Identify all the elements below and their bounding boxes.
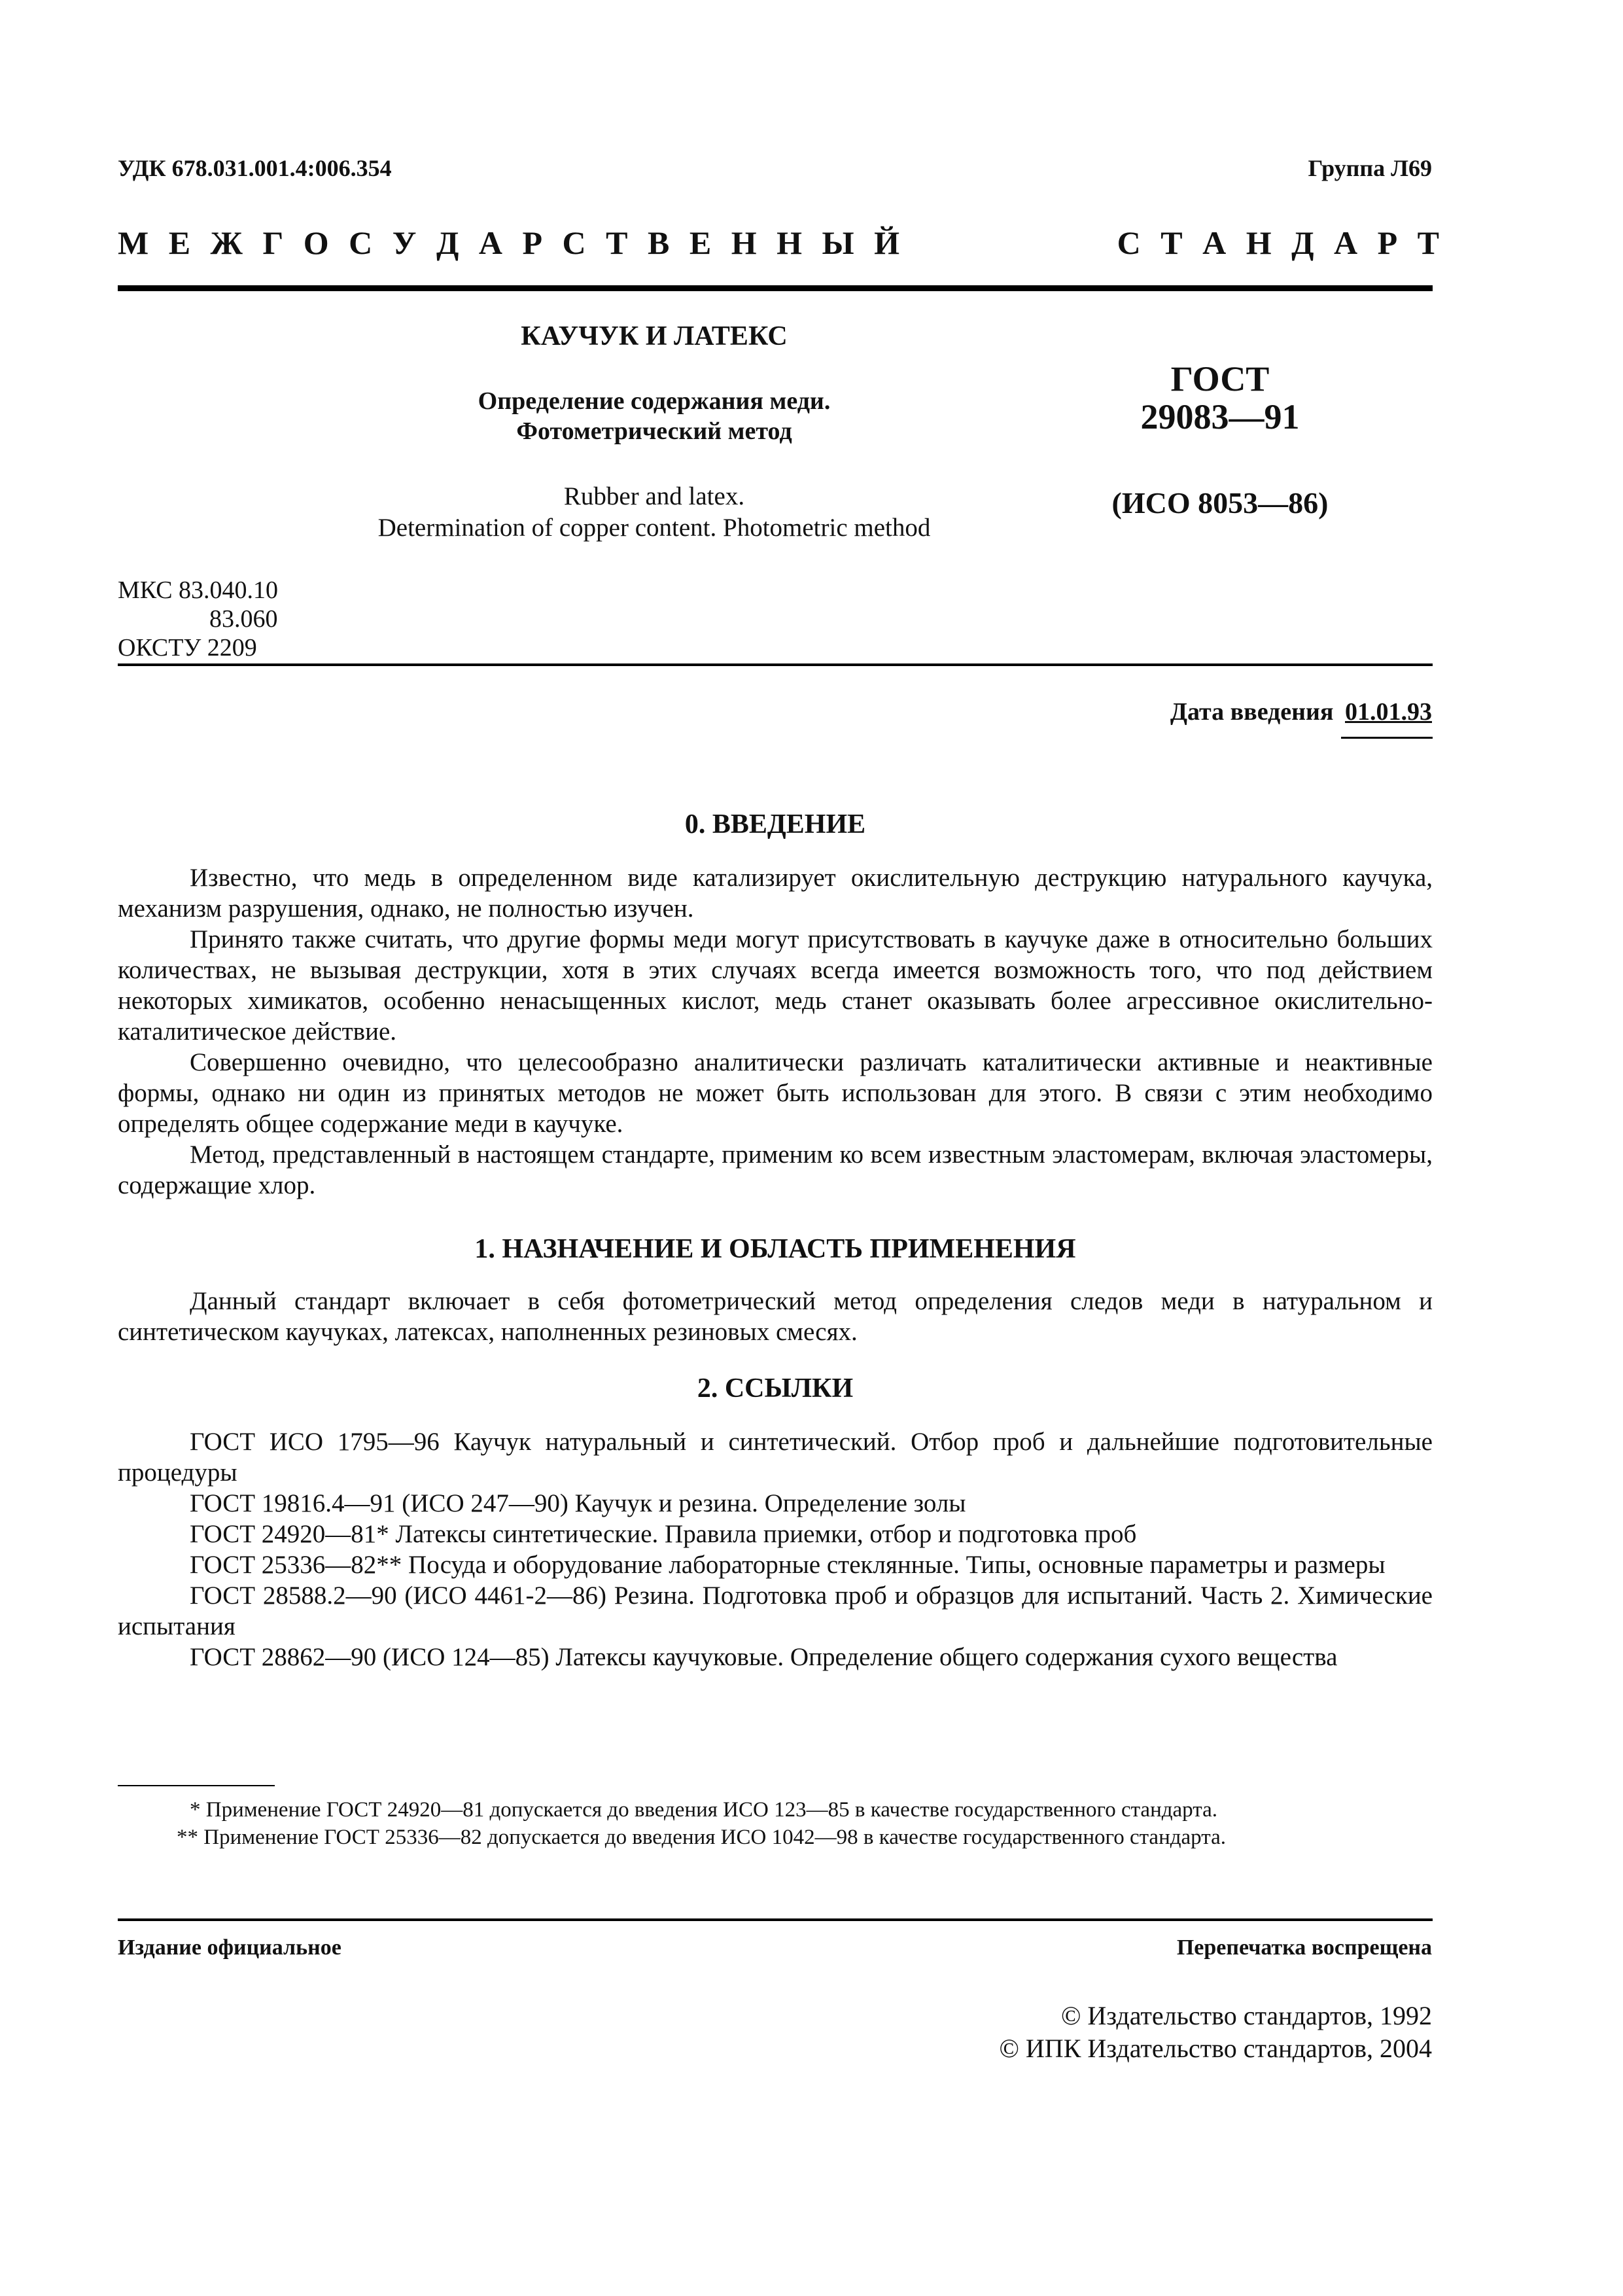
heading-scope: 1. НАЗНАЧЕНИЕ И ОБЛАСТЬ ПРИМЕНЕНИЯ bbox=[474, 1234, 1076, 1264]
mks-line-2: 83.060 bbox=[209, 605, 278, 633]
copyright-line-2: © ИПК Издательство стандартов, 2004 bbox=[999, 2034, 1432, 2063]
heading-introduction: 0. ВВЕДЕНИЕ bbox=[684, 809, 866, 839]
doc-subtitle bbox=[262, 386, 1047, 446]
date-label: Дата введения bbox=[1170, 698, 1334, 726]
classification bbox=[118, 576, 278, 662]
reference-item: ГОСТ 28862—90 (ИСО 124—85) Латексы каучуковые. Определение общего содержания сухого вещества bbox=[190, 1643, 1338, 1671]
gost-label: ГОСТ bbox=[1170, 359, 1270, 398]
reference-item: ГОСТ 28588.2—90 (ИСО 4461-2—86) Резина. Подготовка проб и образцов для испытаний. Часть 2. Химические испытания bbox=[118, 1581, 1433, 1640]
english-title bbox=[196, 481, 1112, 544]
reference-item: ГОСТ 24920—81* Латексы синтетические. Правила приемки, отбор и подготовка проб bbox=[190, 1520, 1137, 1548]
doc-title: КАУЧУК И ЛАТЕКС bbox=[521, 321, 788, 351]
subtitle-line-2: Фотометрический метод bbox=[516, 417, 792, 445]
intro-paragraph-1: Известно, что медь в определенном виде катализирует окислительную деструкцию натурального каучука, механизм разрушения, однако, не полностью изучен. bbox=[118, 864, 1433, 923]
footer-rule bbox=[118, 1918, 1433, 1921]
gost-number: 29083—91 bbox=[1140, 397, 1300, 436]
references-list bbox=[118, 1426, 1433, 1672]
copyright-line-1: © Издательство стандартов, 1992 bbox=[1060, 2001, 1432, 2030]
intro-paragraph-3: Совершенно очевидно, что целесообразно аналитически различать каталитически активные и неактивные формы, однако ни один из принятых методов не может быть использован для этого. В связи с этим необходимо определять общее содержание меди в каучуке. bbox=[118, 1048, 1433, 1138]
classification-rule bbox=[118, 663, 1433, 666]
mks-line-1: МКС 83.040.10 bbox=[118, 576, 279, 604]
date-underline-rule bbox=[1341, 737, 1433, 739]
intro-paragraph-2: Принято также считать, что другие формы меди могут присутствовать в каучуке даже в относительно больших количествах, не вызывая деструкции, хотя в этих случаях всегда имеется возможность того, что под действием некоторых химикатов, особенно ненасыщенных кислот, медь станет оказывать более агрессивное окислительно-каталитическое действие. bbox=[118, 925, 1433, 1046]
banner-standard: С Т А Н Д А Р Т bbox=[1117, 224, 1439, 261]
group-code: Группа Л69 bbox=[1308, 155, 1432, 181]
footnote-separator bbox=[118, 1785, 275, 1786]
english-line-2: Determination of copper content. Photometric method bbox=[377, 514, 931, 542]
banner-interstate: М Е Ж Г О С У Д А Р С Т В Е Н Н Ы Й bbox=[118, 224, 899, 261]
iso-reference: (ИСО 8053—86) bbox=[1111, 486, 1329, 520]
scope-paragraph-1: Данный стандарт включает в себя фотометрический метод определения следов меди в натуральном и синтетическом каучуках, латексах, наполненных резиновых смесях. bbox=[118, 1287, 1433, 1346]
heading-references: 2. ССЫЛКИ bbox=[697, 1373, 854, 1404]
gost-designation bbox=[1073, 360, 1367, 436]
okstu-code: ОКСТУ 2209 bbox=[118, 634, 257, 662]
reference-item: ГОСТ ИСО 1795—96 Каучук натуральный и синтетический. Отбор проб и дальнейшие подготовительные процедуры bbox=[118, 1428, 1433, 1487]
reference-item: ГОСТ 19816.4—91 (ИСО 247—90) Каучук и резина. Определение золы bbox=[190, 1489, 966, 1517]
footnote-2: ** Применение ГОСТ 25336—82 допускается до введения ИСО 1042—98 в качестве государственного стандарта. bbox=[177, 1826, 1226, 1849]
date-value: 01.01.93 bbox=[1345, 698, 1432, 726]
udk-code: УДК 678.031.001.4:006.354 bbox=[118, 155, 392, 181]
official-edition: Издание официальное bbox=[118, 1935, 341, 1960]
footnote-1: * Применение ГОСТ 24920—81 допускается до введения ИСО 123—85 в качестве государственного стандарта. bbox=[190, 1798, 1217, 1822]
introduction-date bbox=[1170, 698, 1432, 726]
subtitle-line-1: Определение содержания меди. bbox=[478, 387, 831, 415]
scope-body bbox=[118, 1286, 1433, 1347]
reprint-prohibited: Перепечатка воспрещена bbox=[1176, 1935, 1432, 1960]
reference-item: ГОСТ 25336—82** Посуда и оборудование лабораторные стеклянные. Типы, основные параметры и размеры bbox=[190, 1551, 1386, 1579]
copyright-block bbox=[1000, 2000, 1432, 2065]
footnotes bbox=[118, 1796, 1433, 1851]
top-rule bbox=[118, 285, 1433, 291]
intro-paragraph-4: Метод, представленный в настоящем стандарте, применим ко всем известным эластомерам, включая эластомеры, содержащие хлор. bbox=[118, 1140, 1433, 1199]
intro-body bbox=[118, 862, 1433, 1201]
english-line-1: Rubber and latex. bbox=[563, 482, 745, 510]
